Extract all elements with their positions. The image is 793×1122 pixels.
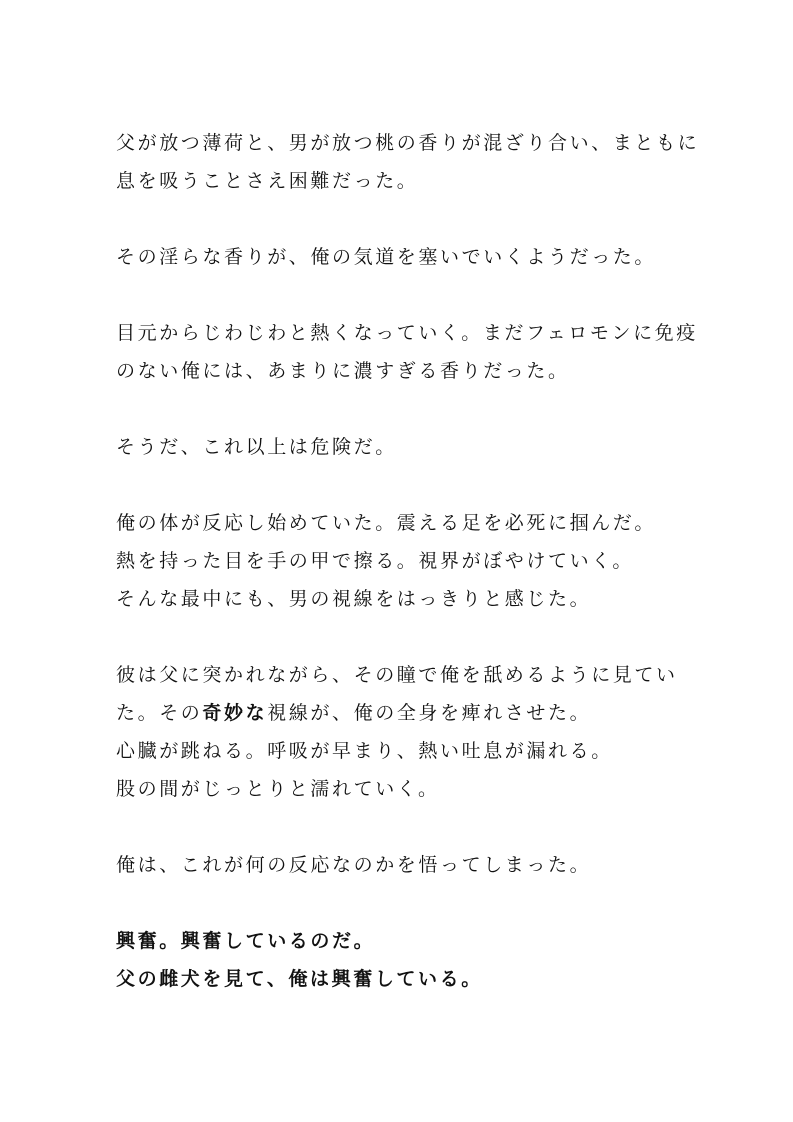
paragraph-gap: [116, 884, 716, 922]
text-segment: 視線が、俺の全身を痺れさせた。: [267, 702, 592, 724]
text-line: 目元からじわじわと熱くなっていく。まだフェロモンに免疫: [116, 322, 698, 344]
text-line: そうだ、これ以上は危険だ。: [116, 436, 397, 458]
text-line: 俺の体が反応し始めていた。震える足を必死に掴んだ。: [116, 512, 657, 534]
paragraph-gap: [116, 390, 716, 428]
paragraph-gap: [116, 276, 716, 314]
text-line: 熱を持った目を手の甲で擦る。視界がぼやけていく。: [116, 550, 635, 572]
paragraph-gap: [116, 466, 716, 504]
paragraph-gap: [116, 200, 716, 238]
bold-text-line: 興奮。興奮しているのだ。: [116, 930, 376, 952]
text-line: 俺は、これが何の反応なのかを悟ってしまった。: [116, 854, 592, 876]
text-line: その淫らな香りが、俺の気道を塞いでいくようだった。: [116, 246, 657, 268]
text-line: 息を吸うことさえ困難だった。: [116, 170, 419, 192]
text-line: [116, 694, 716, 732]
text-line: そんな最中にも、男の視線をはっきりと感じた。: [116, 588, 592, 610]
text-line: 股の間がじっとりと濡れていく。: [116, 778, 440, 800]
text-segment: た。その: [116, 702, 203, 724]
body-text: [116, 124, 716, 998]
text-line: 父が放つ薄荷と、男が放つ桃の香りが混ざり合い、まともに: [116, 132, 700, 154]
text-line: 彼は父に突かれながら、その瞳で俺を舐めるように見てい: [116, 664, 678, 686]
text-line: 心臓が跳ねる。呼吸が早まり、熱い吐息が漏れる。: [116, 740, 613, 762]
bold-text-line: 父の雌犬を見て、俺は興奮している。: [116, 968, 483, 990]
emphasized-word: 奇妙な: [202, 702, 268, 724]
paragraph-gap: [116, 618, 716, 656]
paragraph-gap: [116, 808, 716, 846]
text-line: のない俺には、あまりに濃すぎる香りだった。: [116, 360, 570, 382]
